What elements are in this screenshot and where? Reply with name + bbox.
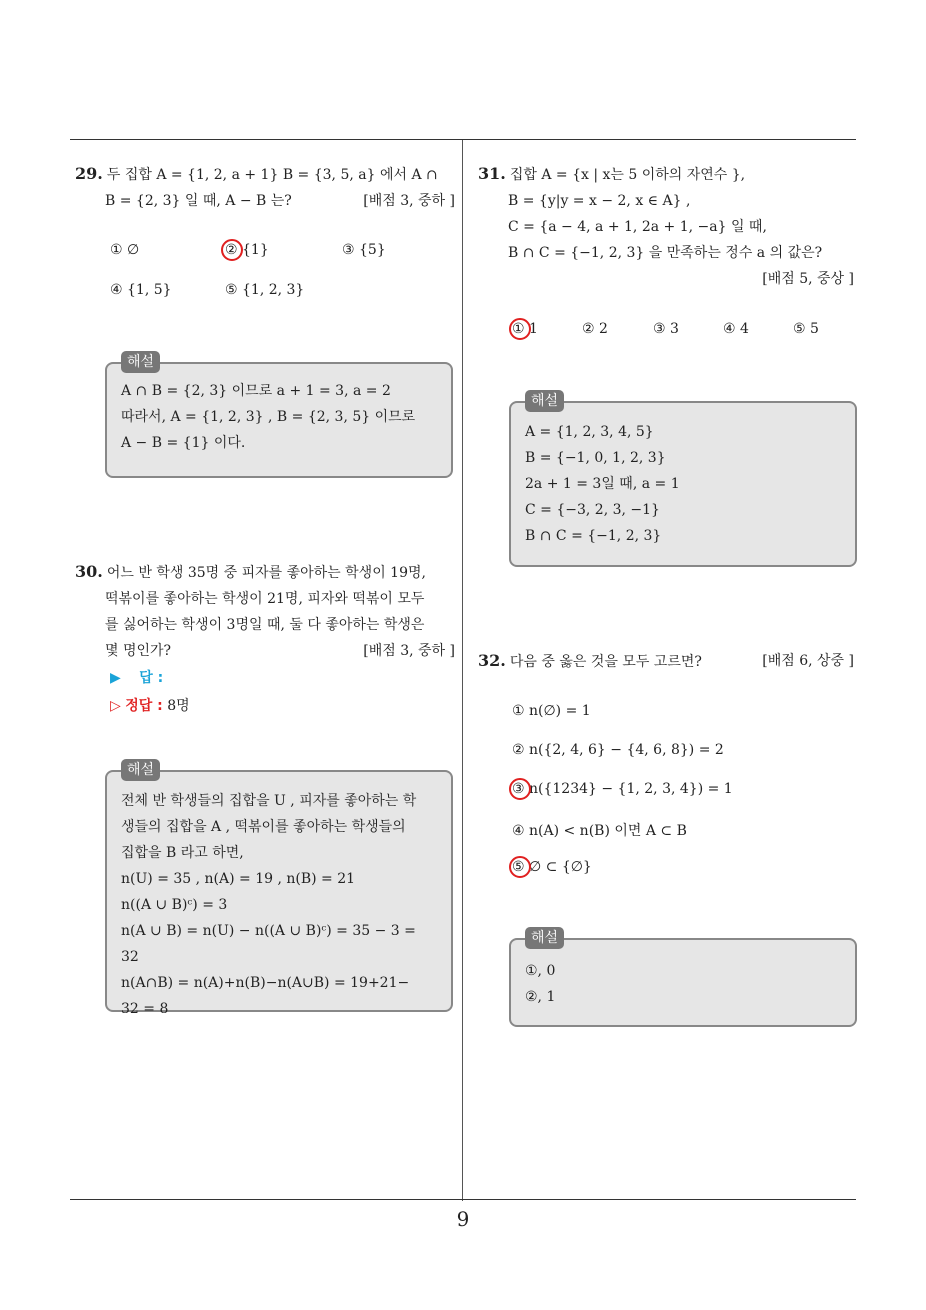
solution-line: n(A∩B) = n(A)+n(B)−n(A∪B) = 19+21− [121, 975, 410, 991]
option-4[interactable]: ④ {1, 5} [110, 282, 172, 298]
selected-answer-mark [221, 239, 243, 261]
question-text-line: B ∩ C = {−1, 2, 3} 을 만족하는 정수 a 의 값은? [508, 245, 823, 261]
solution-line: A − B = {1} 이다. [121, 435, 246, 451]
column-divider [462, 140, 463, 1201]
option-2[interactable]: ② {1} [225, 242, 269, 258]
option-3[interactable]: ③ 3 [653, 321, 679, 337]
question-text: 다음 중 옳은 것을 모두 고르면? [509, 654, 702, 670]
question-meta: [배점 6, 상중 ] [762, 653, 854, 669]
correct-value: 8명 [167, 698, 190, 714]
option-3[interactable]: ③ {5} [342, 242, 386, 258]
solution-line: 집합을 B 라고 하면, [121, 845, 244, 861]
solution-line: n(A ∪ B) = n(U) − n((A ∪ B)ᶜ) = 35 − 3 = 32 [121, 923, 416, 965]
solution-line: n(U) = 35 , n(A) = 19 , n(B) = 21 [121, 871, 356, 887]
solution-line: 전체 반 학생들의 집합을 U , 피자를 좋아하는 학 [121, 793, 417, 809]
option-4[interactable]: ④ 4 [723, 321, 749, 337]
question-text-line: 집합 A = {x | x는 5 이하의 자연수 }, [509, 167, 746, 183]
selected-answer-mark [509, 318, 531, 340]
bottom-rule [70, 1199, 856, 1200]
question-32 [478, 648, 854, 675]
solution-tag: 해설 [525, 390, 564, 412]
question-meta: [배점 3, 중하 ] [363, 643, 455, 659]
question-number: 32. [478, 651, 506, 670]
solution-line: C = {−3, 2, 3, −1} [525, 502, 660, 518]
question-31 [478, 161, 854, 292]
page-number: 9 [456, 1207, 470, 1231]
answer-row [110, 667, 163, 687]
question-text-line: C = {a − 4, a + 1, 2a + 1, −a} 일 때, [508, 219, 767, 235]
question-text-line: 를 싫어하는 학생이 3명일 때, 둘 다 좋아하는 학생은 [105, 617, 425, 633]
question-text-line: 떡볶이를 좋아하는 학생이 21명, 피자와 떡볶이 모두 [105, 591, 425, 607]
q29-solution-box [105, 354, 453, 478]
question-text-line1: 두 집합 A = {1, 2, a + 1} B = {3, 5, a} 에서 A ∩ [106, 167, 438, 183]
q32-solution-box [509, 930, 857, 1027]
question-number: 31. [478, 164, 506, 183]
solution-line: A = {1, 2, 3, 4, 5} [525, 424, 654, 440]
solution-line: 생들의 집합을 A , 떡볶이를 좋아하는 학생들의 [121, 819, 406, 835]
correct-answer-row [110, 695, 190, 715]
selected-answer-mark [509, 778, 531, 800]
selected-answer-mark [509, 856, 531, 878]
option-5[interactable]: ⑤ 5 [793, 321, 819, 337]
question-30 [75, 559, 455, 664]
solution-line: ②, 1 [525, 989, 556, 1005]
question-text-line2: B = {2, 3} 일 때, A − B 는? [105, 193, 292, 209]
option-2[interactable]: ② n({2, 4, 6} − {4, 6, 8}) = 2 [512, 742, 724, 758]
solution-line: 32 = 8 [121, 1001, 169, 1017]
question-meta: [배점 3, 중하 ] [363, 193, 455, 209]
correct-label: 정답 : [125, 698, 163, 714]
play-arrow-icon: ▶ [110, 670, 121, 686]
option-5[interactable]: ⑤ {1, 2, 3} [225, 282, 305, 298]
top-rule [70, 139, 856, 140]
question-number: 30. [75, 562, 103, 581]
question-number: 29. [75, 164, 103, 183]
option-1[interactable]: ① n(∅) = 1 [512, 703, 591, 719]
question-text-line: B = {y|y = x − 2, x ∈ A} , [508, 193, 691, 209]
solution-tag: 해설 [121, 759, 160, 781]
solution-line: n((A ∪ B)ᶜ) = 3 [121, 897, 228, 913]
solution-line: 따라서, A = {1, 2, 3} , B = {2, 3, 5} 이므로 [121, 409, 416, 425]
q32-options [512, 703, 852, 883]
solution-line: A ∩ B = {2, 3} 이므로 a + 1 = 3, a = 2 [121, 383, 391, 399]
solution-tag: 해설 [525, 927, 564, 949]
question-29 [75, 161, 455, 214]
solution-line: 2a + 1 = 3일 때, a = 1 [525, 476, 680, 492]
answer-label: 답 : [139, 670, 164, 686]
solution-line: ①, 0 [525, 963, 556, 979]
option-4[interactable]: ④ n(A) < n(B) 이면 A ⊂ B [512, 823, 687, 839]
q30-solution-box [105, 762, 453, 1017]
option-3[interactable]: ③ n({1234} − {1, 2, 3, 4}) = 1 [512, 781, 733, 797]
question-text-line: 몇 명인가? [105, 643, 172, 659]
outline-arrow-icon: ▷ [110, 698, 121, 714]
option-5[interactable]: ⑤ ∅ ⊂ {∅} [512, 859, 592, 875]
question-text-line: 어느 반 학생 35명 중 피자를 좋아하는 학생이 19명, [106, 565, 426, 581]
solution-line: B = {−1, 0, 1, 2, 3} [525, 450, 666, 466]
option-2[interactable]: ② 2 [582, 321, 608, 337]
q31-solution-box [509, 393, 857, 567]
solution-tag: 해설 [121, 351, 160, 373]
question-meta: [배점 5, 중상 ] [762, 271, 854, 287]
option-1[interactable]: ① 1 [512, 321, 538, 337]
solution-line: B ∩ C = {−1, 2, 3} [525, 528, 662, 544]
option-1[interactable]: ① ∅ [110, 242, 140, 258]
